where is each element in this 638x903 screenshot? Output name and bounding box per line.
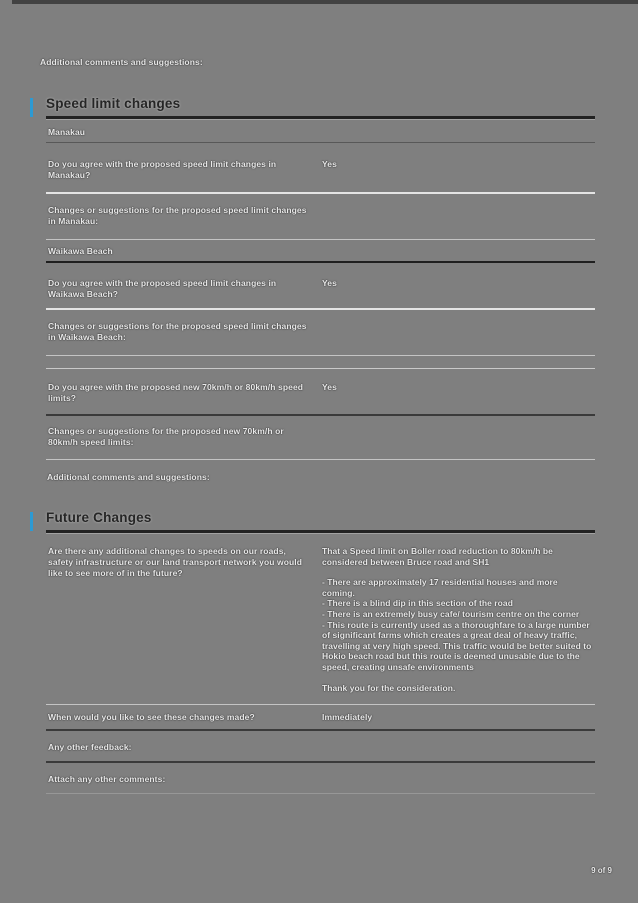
question-text: Do you agree with the proposed speed limit changes in Manakau? xyxy=(48,159,277,180)
page-number: 9 of 9 xyxy=(591,866,612,875)
heading-accent-bar xyxy=(30,98,33,117)
top-dark-strip xyxy=(12,0,638,4)
question-text: Changes or suggestions for the proposed new 70km/h or 80km/h speed limits: xyxy=(48,426,284,447)
answer-text: Yes xyxy=(322,159,337,169)
answer-paragraphs xyxy=(322,546,593,693)
answer-text xyxy=(322,426,593,448)
table-row xyxy=(46,731,595,763)
answer-text xyxy=(322,742,593,753)
question-text: Any other feedback: xyxy=(48,742,132,753)
section-heading-speed-limit-changes xyxy=(30,96,595,119)
table-row xyxy=(46,194,595,240)
table-row xyxy=(46,369,595,416)
table-row xyxy=(46,310,595,356)
question-text: Do you agree with the proposed new 70km/h or 80km/h speed limits? xyxy=(48,382,304,403)
table-70-80-kmh xyxy=(46,368,595,460)
future-changes-table xyxy=(46,538,595,794)
section-heading-future-changes xyxy=(30,510,595,533)
table-header-manakau: Manakau xyxy=(46,124,595,143)
table-row xyxy=(46,416,595,460)
question-text: Are there any additional changes to speeds on our roads, safety infrastructure or our land transport network you would like to see more of in the future? xyxy=(48,546,303,578)
table-row xyxy=(46,263,595,310)
table-row xyxy=(46,143,595,194)
answer-text: Yes xyxy=(322,278,337,288)
mid-additional-comments-label: Additional comments and suggestions: xyxy=(47,472,210,482)
heading-rule xyxy=(46,530,595,533)
heading-accent-bar xyxy=(30,512,33,531)
top-additional-comments-label: Additional comments and suggestions: xyxy=(40,57,203,67)
answer-text: Yes xyxy=(322,382,337,392)
table-row xyxy=(46,538,595,705)
question-text: Changes or suggestions for the proposed speed limit changes in Manakau: xyxy=(48,205,307,226)
question-text: When would you like to see these changes made? xyxy=(48,712,255,723)
table-row xyxy=(46,763,595,794)
answer-text xyxy=(322,321,593,343)
question-text: Changes or suggestions for the proposed speed limit changes in Waikawa Beach: xyxy=(48,321,307,342)
table-header-waikawa-beach: Waikawa Beach xyxy=(46,240,595,263)
question-text: Attach any other comments: xyxy=(48,774,166,785)
answer-text: Immediately xyxy=(322,712,373,723)
section-title: Speed limit changes xyxy=(46,96,181,111)
answer-bullet: - This route is currently used as a thoroughfare to a large number of significant farms which creates a great deal of heavy traffic, travelling at very high speed. This traffic would be better suited to Hokio beach road but this route is deemed unusable due to the speed, creating unsafe environments xyxy=(322,619,592,672)
answer-text xyxy=(322,205,593,227)
answer-bullet: - There are approximately 17 residential houses and more coming. xyxy=(322,577,558,598)
answer-closing: Thank you for the consideration. xyxy=(322,682,456,693)
question-text: Do you agree with the proposed speed limit changes in Waikawa Beach? xyxy=(48,278,277,299)
table-row xyxy=(46,705,595,731)
answer-bullet: - There is an extremely busy cafe/ tourism centre on the corner xyxy=(322,608,580,619)
section-title: Future Changes xyxy=(46,510,152,525)
speed-limit-tables xyxy=(46,124,595,460)
answer-text xyxy=(322,774,593,785)
heading-rule xyxy=(46,116,595,119)
answer-bullet: - There is a blind dip in this section of the road xyxy=(322,598,513,609)
answer-paragraph: That a Speed limit on Boller road reduction to 80km/h be considered between Bruce road and SH1 xyxy=(322,546,553,567)
